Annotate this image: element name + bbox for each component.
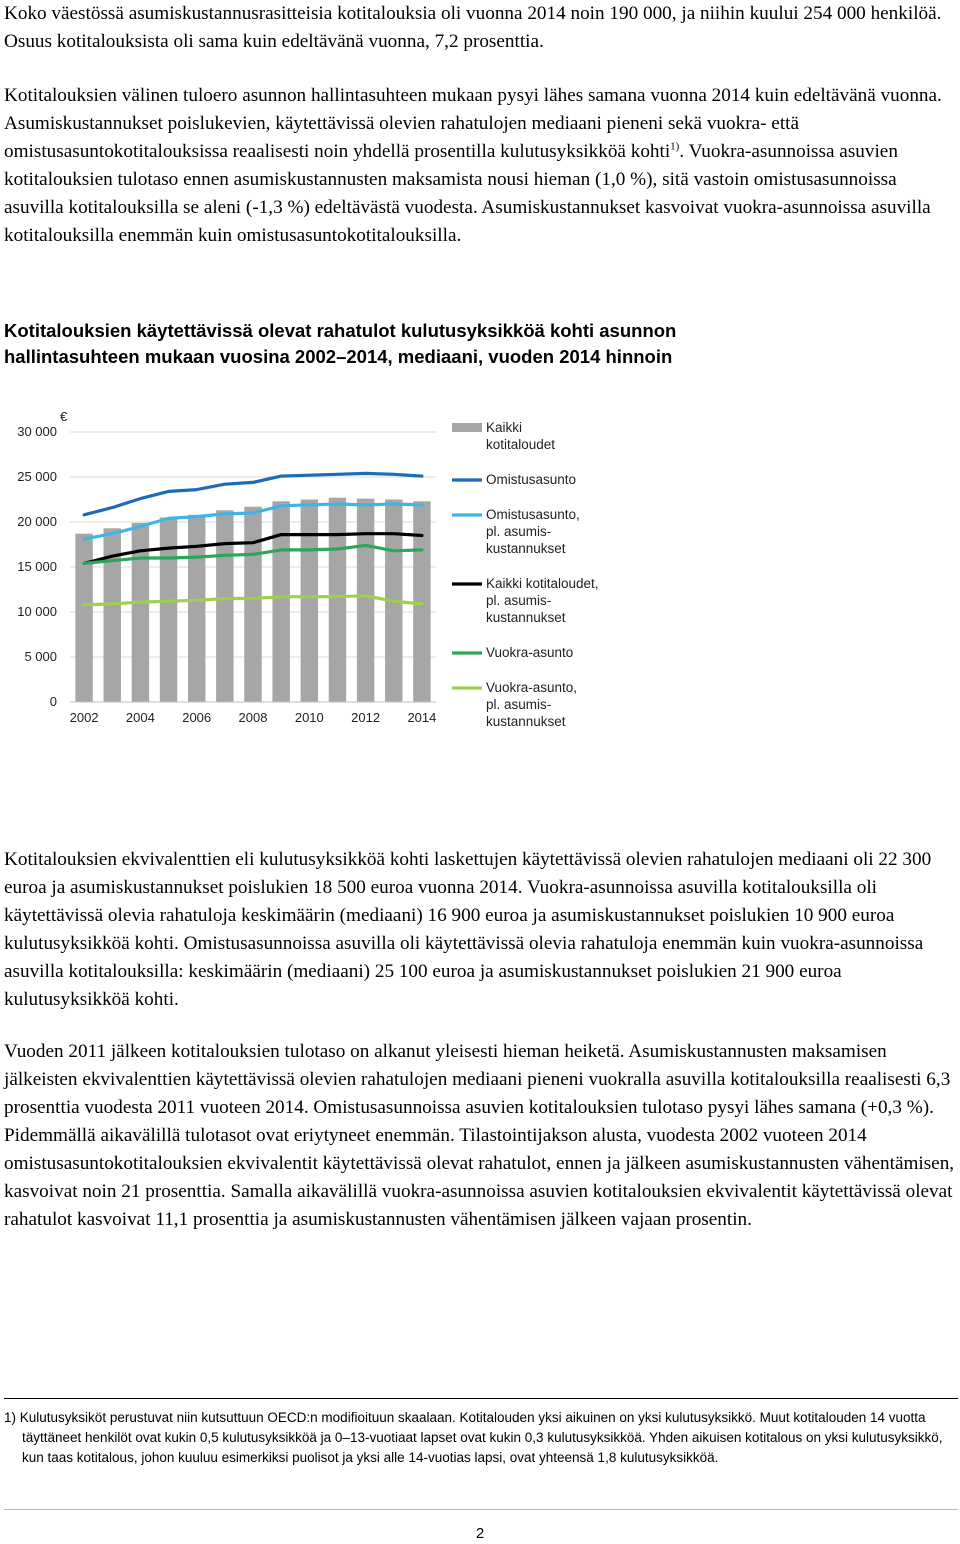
y-tick-label: 5 000 [24,649,57,664]
bar [301,500,318,703]
bar [244,507,261,702]
legend-label: Kaikki [486,420,523,435]
bar [329,498,346,702]
x-tick-label: 2014 [407,710,437,725]
legend-label: Omistusasunto, [486,507,580,522]
footnote-body: Kulutusyksiköt perustuvat niin kutsuttuun OECD:n modifioituun skaalaan. Kotitalouden yksi aikuinen on yksi kulutusyksikkö. Muut kotitalouden 14 vuotta täyttäneet henkilöt ovat kukin 0,5 kulutusyksikköä ja 0–13-vuotiaat lapset ovat kukin 0,3 kulutusyksikköä. Yhden aikuisen kotitalous on yksi kulutusyksikkö, kun taas kotitalous, johon kuuluu esimerkiksi puolisot ja yksi alle 14-vuotias lapsi, ovat yhteensä 1,8 kulutusyksikköä. [19,1410,943,1465]
paragraph-4: Vuoden 2011 jälkeen kotitalouksien tulotaso on alkanut yleisesti hieman heiketä. Asumiskustannusten maksamisen jälkeisten ekvivalenttien käytettävissä olevien rahatulojen mediaani pieneni vuokralla asuvilla kotitalouksilla reaalisesti 6,3 prosenttia vuodesta 2011 vuoteen 2014. Omistusasunnoissa asuvien kotitalouksien tulotaso pysyi lähes samana (+0,3 %). Pidemmällä aikavälillä tulotasot ovat eriytyneet enemmän. Tilastointijakson alusta, vuodesta 2002 vuoteen 2014 omistusasuntokotitalouksien ekvivalentit käytettävissä olevat rahatulot, ennen ja jälkeen asumiskustannusten vähentämisen, kasvoivat noin 21 prosenttia. Samalla aikavälillä vuokra-asunnoissa asuvien kotitalouksien ekvivalentit käytettävissä olevat rahatulot kasvoivat 11,1 prosenttia ja asumiskustannusten vähentämisen jälkeen vajaan prosentin. [4,1041,955,1230]
y-tick-label: 15 000 [17,559,57,574]
page-number: 2 [475,1525,485,1542]
legend-label: Omistusasunto [486,472,577,487]
legend-label: pl. asumis- [486,593,552,608]
legend-label: kustannukset [486,714,566,729]
chart-title: Kotitalouksien käytettävissä olevat rahatulot kulutusyksikköä kohti asunnon hallintasuhteen mukaan vuosina 2002–2014, mediaani, vuoden 2014 hinnoin [4,320,677,367]
x-tick-label: 2008 [238,710,268,725]
x-tick-label: 2004 [125,710,155,725]
legend-label: kustannukset [486,541,566,556]
bar [160,518,177,703]
y-tick-label: 20 000 [17,514,57,529]
legend-label: kotitaloudet [486,437,556,452]
legend-label: kustannukset [486,610,566,625]
paragraph-3: Kotitalouksien ekvivalenttien eli kulutusyksikköä kohti laskettujen käytettävissä olevien rahatulojen mediaani oli 22 300 euroa ja asumiskustannukset poislukien 18 500 euroa vuonna 2014. Vuokra-asunnoissa asuvilla kotitalouksilla oli käytettävissä olevia rahatuloja keskimäärin (mediaani) 16 900 euroa ja asumiskustannukset poislukien 10 900 euroa kulutusyksikköä kohti. Omistusasunnoissa asuvilla oli käytettävissä olevia rahatuloja enemmän kuin vuokra-asunnoissa asuvilla kotitalouksilla: keskimäärin (mediaani) 25 100 euroa ja asumiskustannukset poislukien 21 900 euroa kulutusyksikköä kohti. [4,849,932,1010]
y-tick-label: 30 000 [17,424,57,439]
legend-label: pl. asumis- [486,524,552,539]
footnote-text [4,1408,958,1468]
footnote-divider [4,1398,958,1399]
bar [188,515,205,702]
footnote-reference: 1) [670,140,680,153]
legend-label: Kaikki kotitaloudet, [486,576,599,591]
footnote-marker: 1) [4,1410,17,1425]
paragraph-2-part-b: . Vuokra-asunnoissa asuvien kotitalouksien tulotaso ennen asumiskustannusten maksamista nousi hieman (1,0 %), sitä vastoin omistusasunnoissa asuvilla kotitalouksilla se aleni (-1,3 %) edeltävästä vuodesta. Asumiskustannukset kasvoivat vuokra-asunnoissa asuvilla kotitalouksilla enemmän kuin omistusasuntokotitalouksilla. [4,141,931,246]
bar [413,501,430,702]
y-tick-label: 0 [49,694,57,709]
legend-label: Vuokra-asunto [486,645,574,660]
paragraph-2 [4,82,958,250]
y-tick-label: 25 000 [17,469,57,484]
x-tick-label: 2012 [351,710,381,725]
income-chart [0,405,640,765]
x-tick-label: 2010 [294,710,324,725]
bar [272,501,289,702]
y-tick-label: 10 000 [17,604,57,619]
paragraph-1: Koko väestössä asumiskustannusrasitteisia kotitalouksia oli vuonna 2014 noin 190 000, ja niihin kuului 254 000 henkilöä. Osuus kotitalouksista oli sama kuin edeltävänä vuonna, 7,2 prosenttia. [4,3,942,52]
bar [75,534,92,702]
x-tick-label: 2006 [182,710,212,725]
legend-label: Vuokra-asunto, [486,680,578,695]
y-unit-label: € [60,409,68,424]
x-tick-label: 2002 [69,710,99,725]
legend-swatch [452,423,482,432]
legend-label: pl. asumis- [486,697,552,712]
footnote [4,1408,958,1468]
bar [216,510,233,702]
page-footer-divider [4,1509,958,1510]
paragraph-2-part-a: Kotitalouksien välinen tuloero asunnon hallintasuhteen mukaan pysyi lähes samana vuonna 2014 kuin edeltävänä vuonna. Asumiskustannukset poislukevien, käytettävissä olevien rahatulojen mediaani pieneni sekä vuokra- että omistusasuntokotitalouksissa reaalisesti noin yhdellä prosentilla kulutusyksikköä kohti [4,85,942,162]
bar [357,499,374,702]
